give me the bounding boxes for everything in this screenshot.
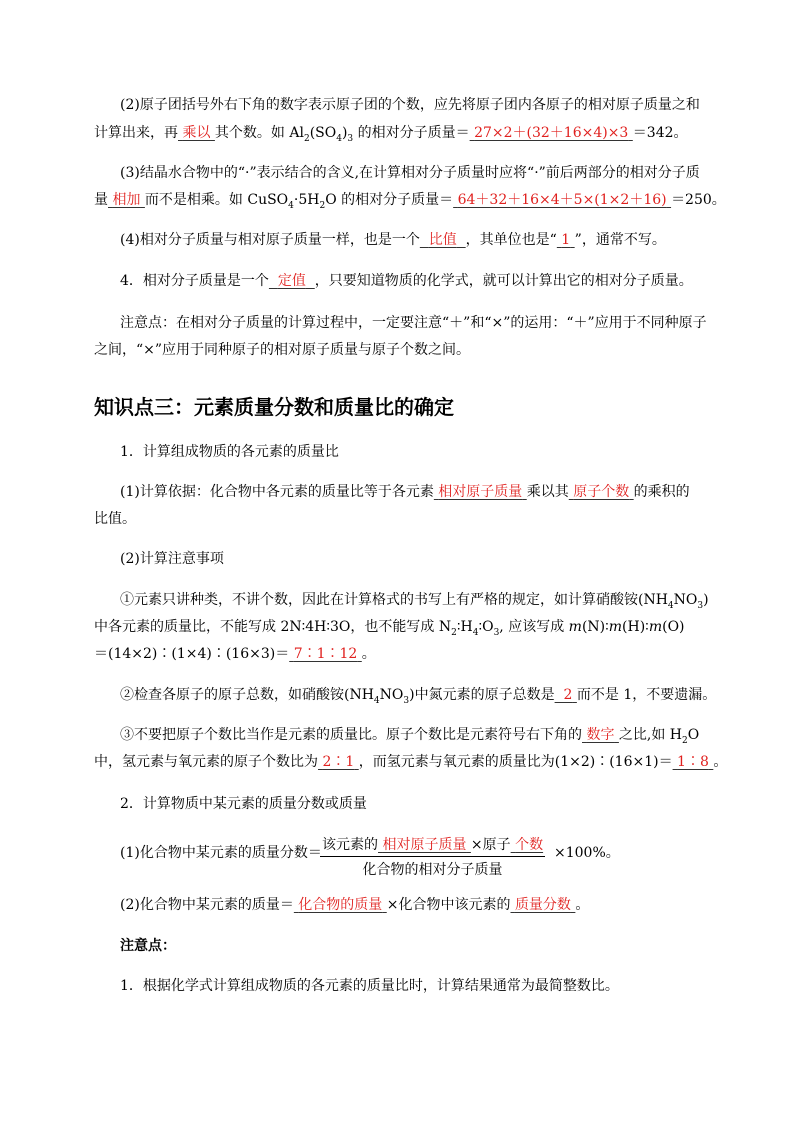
s1-note-1-line-3: ＝(14×2)∶(1×4)∶(16×3)＝ 7∶1∶12 。 xyxy=(94,646,376,662)
s1-notes-title: (2)计算注意事项 xyxy=(120,551,224,567)
s1-note-1-line-2: 中各元素的质量比，不能写成 2N∶4H∶3O，也不能写成 $N_2∶H_4∶O_3$, 应该写成 m(N)∶m(H)∶m(O) xyxy=(94,619,685,638)
mass-fraction-formula xyxy=(320,834,545,879)
paragraph-4: (4)相对分子质量与相对原子质量一样，也是一个 比值 ，其单位也是“ 1 ”，通常不写。 xyxy=(120,232,666,248)
subsection-1-title: 1．计算组成物质的各元素的质量比 xyxy=(120,444,339,460)
blank-answer: 相加 xyxy=(112,192,141,208)
s1-note-1-line-1: ①元素只讲种类，不讲个数，因此在计算格式的书写上有严格的规定，如计算硝酸铵$(NH_4NO_3)$ xyxy=(120,592,709,611)
s2-mass-fraction-label: (1)化合物中某元素的质量分数＝ xyxy=(120,845,322,861)
paragraph-3-line-2: 量 相加 而不是相乘。如 $CuSO_4\cdot 5H_2O$ 的相对分子质量＝ 64＋32＋16×4＋5×(1×2＋16) ＝250。 xyxy=(94,192,726,211)
subsection-2-title: 2．计算物质中某元素的质量分数或质量 xyxy=(120,796,367,812)
blank-answer: 1 xyxy=(561,232,571,248)
blank-answer: 27×2＋(32＋16×4)×3 xyxy=(474,125,629,141)
s1-basis-line-1: (1)计算依据：化合物中各元素的质量比等于各元素 相对原子质量 乘以其 原子个数 的乘积的 xyxy=(120,484,690,500)
s1-note-3-line-2: 中，氢元素与氧元素的原子个数比为 2∶1 ，而氢元素与氧元素的质量比为(1×2)∶(16×1)＝ 1∶8 。 xyxy=(94,754,728,770)
note-line-1: 注意点：在相对分子质量的计算过程中，一定要注意“＋”和“×”的运用：“＋”应用于不同种原子 xyxy=(120,315,707,331)
s2-element-mass: (2)化合物中某元素的质量＝ 化合物的质量 ×化合物中该元素的 质量分数 。 xyxy=(120,897,590,913)
blank-answer: 64＋32＋16×4＋5×(1×2＋16) xyxy=(457,192,667,208)
note-line-2: 之间，“×”应用于同种原子的相对原子质量与原子个数之间。 xyxy=(94,342,471,358)
s1-basis-line-2: 比值。 xyxy=(94,511,136,527)
blank-answer: 相对原子质量 xyxy=(382,837,467,853)
blank-answer: 定值 xyxy=(277,273,306,289)
blank-answer: 7∶1∶12 xyxy=(293,646,358,662)
formula-denominator: 化合物的相对分子质量 xyxy=(362,862,503,878)
blank-answer: 质量分数 xyxy=(514,897,571,913)
blank-answer: 2 xyxy=(563,687,573,703)
blank-answer: 原子个数 xyxy=(573,484,630,500)
blank-answer: 个数 xyxy=(515,837,544,853)
s2-mass-fraction-suffix: ×100%。 xyxy=(554,845,620,861)
blank-answer: 数字 xyxy=(586,727,615,743)
blank-answer: 乘以 xyxy=(182,125,211,141)
paragraph-2-line-2: 计算出来，再 乘以 其个数。如 $Al_2(SO_4)_3$ 的相对分子质量＝ 27×2＋(32＋16×4)×3 ＝342。 xyxy=(94,125,688,144)
paragraph-5: 4．相对分子质量是一个 定值 ，只要知道物质的化学式，就可以计算出它的相对分子质量。 xyxy=(120,273,693,289)
formula-numerator: 该元素的 相对原子质量 ×原子 个数 xyxy=(320,834,545,857)
blank-answer: 2∶1 xyxy=(322,754,355,770)
note-item-1: 1．根据化学式计算组成物质的各元素的质量比时，计算结果通常为最简整数比。 xyxy=(120,978,619,994)
paragraph-3-line-1: (3)结晶水合物中的“·”表示结合的含义,在计算相对分子质量时应将“·”前后两部分的相对分子质 xyxy=(120,165,700,181)
s1-note-2: ②检查各原子的原子总数，如硝酸铵$(NH_4NO_3)$中氮元素的原子总数是 2 而不是 1，不要遗漏。 xyxy=(120,687,717,706)
note-title: 注意点： xyxy=(120,938,176,954)
blank-answer: 比值 xyxy=(428,232,457,248)
blank-answer: 1∶8 xyxy=(677,754,709,770)
section-heading: 知识点三：元素质量分数和质量比的确定 xyxy=(94,395,454,419)
blank-answer: 相对原子质量 xyxy=(438,484,523,500)
s1-note-3-line-1: ③不要把原子个数比当作是元素的质量比。原子个数比是元素符号右下角的 数字 之比,如 $H_2O$ xyxy=(120,727,700,746)
paragraph-2-line-1: (2)原子团括号外右下角的数字表示原子团的个数，应先将原子团内各原子的相对原子质量之和 xyxy=(120,97,700,113)
blank-answer: 化合物的质量 xyxy=(298,897,383,913)
